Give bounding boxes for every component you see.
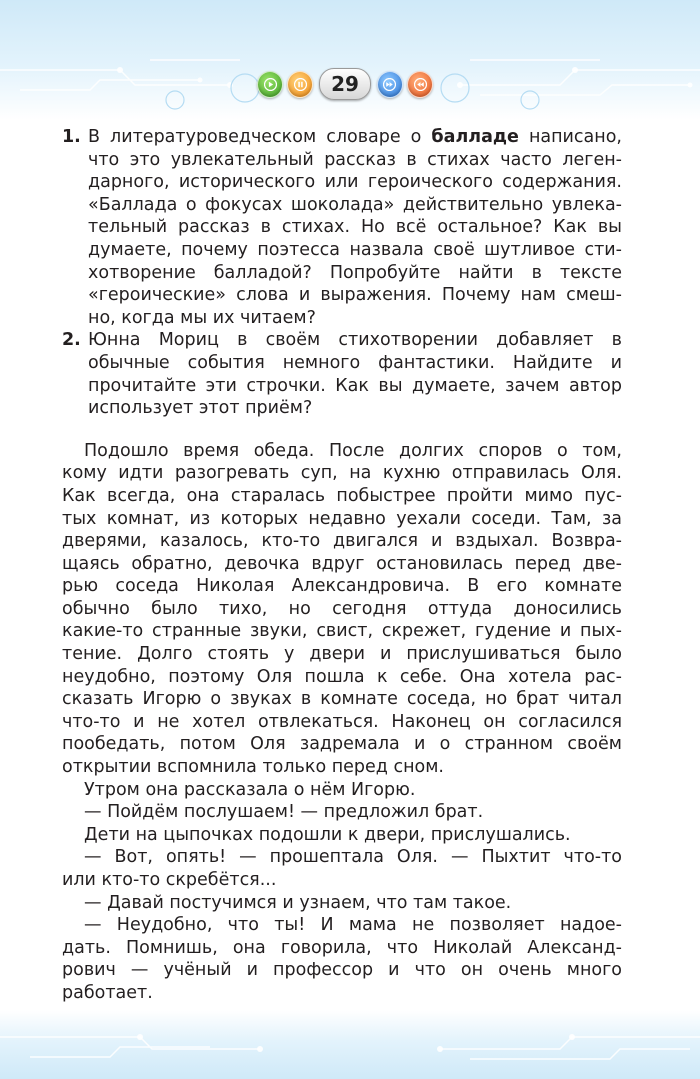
story-line: дать. Помнишь, она говорила, что Николай Александ-	[62, 937, 622, 958]
story-line: какие-то странные звуки, свист, скрежет, гудение и пых-	[62, 621, 622, 642]
story-line: обычно было тихо, но сегодня оттуда доносились	[62, 598, 622, 619]
question-2	[62, 329, 622, 419]
play-button[interactable]	[257, 71, 283, 98]
story-line: Подошло время обеда. После долгих споров о том,	[84, 440, 622, 461]
text-line: что это увлекательный рассказ в стихах часто леген-	[88, 149, 622, 170]
story-line: тение. Долго стоять у двери и прислушиваться было	[62, 644, 622, 665]
story-line: открытии вспомнила только перед сном.	[62, 757, 444, 778]
story-line: щаясь обратно, девочка вдруг остановилась перед две-	[62, 553, 622, 574]
story-line: дверями, казалось, кто-то двигался и вздыхал. Возвра-	[62, 531, 622, 552]
text-line: тельный рассказ в стихах. Но всё остальное? Как вы	[88, 217, 622, 238]
text-line: В литературоведческом словаре о балладе написано,	[88, 127, 622, 147]
story-line: неудобно, поэтому Оля пошла к себе. Она хотела рас-	[62, 666, 622, 687]
story-text	[62, 440, 622, 1005]
page-navigation	[255, 66, 435, 102]
text-line: прочитайте эти строчки. Как вы думаете, зачем автор	[88, 375, 622, 396]
play-icon	[264, 78, 277, 91]
question-number: 1.	[62, 127, 81, 147]
rewind-button[interactable]	[407, 71, 433, 98]
story-line: что-то и не хотел отвлекаться. Наконец он согласился	[62, 711, 622, 732]
story-line: кому идти разогревать суп, на кухню отправилась Оля.	[62, 463, 622, 484]
text-line: обычные события немного фантастики. Найдите и	[88, 352, 622, 373]
text-line: но, когда мы их читаем?	[88, 307, 316, 328]
story-line: рью соседа Николая Александровича. В его комнате	[62, 576, 622, 597]
fast-forward-button[interactable]	[377, 71, 403, 98]
story-line: — Неудобно, что ты! И мама не позволяет надое-	[84, 915, 622, 936]
story-line: рович — учёный и профессор и что он очень много	[62, 960, 622, 981]
story-line: Утром она рассказала о нём Игорю.	[84, 779, 416, 800]
text-line: Юнна Мориц в своём стихотворении добавляет в	[88, 330, 622, 351]
text-line: использует этот приём?	[88, 398, 313, 419]
rewind-icon	[414, 78, 427, 91]
story-line: или кто-то скребётся...	[62, 870, 277, 890]
text-line: «героические» слова и выражения. Почему нам смеш-	[88, 285, 622, 306]
question-number: 2.	[62, 330, 81, 351]
story-line: Дети на цыпочках подошли к двери, прислушались.	[84, 824, 571, 845]
page-content	[62, 126, 622, 1005]
fast-forward-icon	[383, 78, 396, 91]
text-line: «Баллада о фокусах шоколада» действительно увлека-	[88, 194, 622, 215]
circuit-decoration-bottom	[0, 1012, 700, 1072]
page-number: 29	[319, 68, 371, 100]
story-line: — Пойдём послушаем! — предложил брат.	[84, 802, 484, 823]
story-line: сказать Игорю о звуках в комнате соседа, но брат читал	[62, 689, 622, 710]
question-1	[62, 126, 622, 329]
story-line: — Вот, опять! — прошептала Оля. — Пыхтит что-то	[84, 847, 622, 868]
text-line: дарного, исторического или героического содержания.	[88, 172, 622, 193]
story-line: пообедать, потом Оля задремала и о странном своём	[62, 734, 622, 755]
pause-button[interactable]	[287, 71, 313, 98]
pause-icon	[294, 78, 307, 91]
story-line: работает.	[62, 982, 153, 1003]
text-line: хотворение балладой? Попробуйте найти в тексте	[88, 262, 622, 283]
story-line: Как всегда, она старалась побыстрее пройти мимо пус-	[62, 485, 622, 506]
story-line: тых комнат, из которых недавно уехали соседи. Там, за	[62, 508, 622, 529]
story-line: — Давай постучимся и узнаем, что там такое.	[84, 892, 512, 913]
term-ballad: балладе	[431, 127, 519, 147]
text-line: думаете, почему поэтесса назвала своё шутливое сти-	[88, 239, 622, 260]
